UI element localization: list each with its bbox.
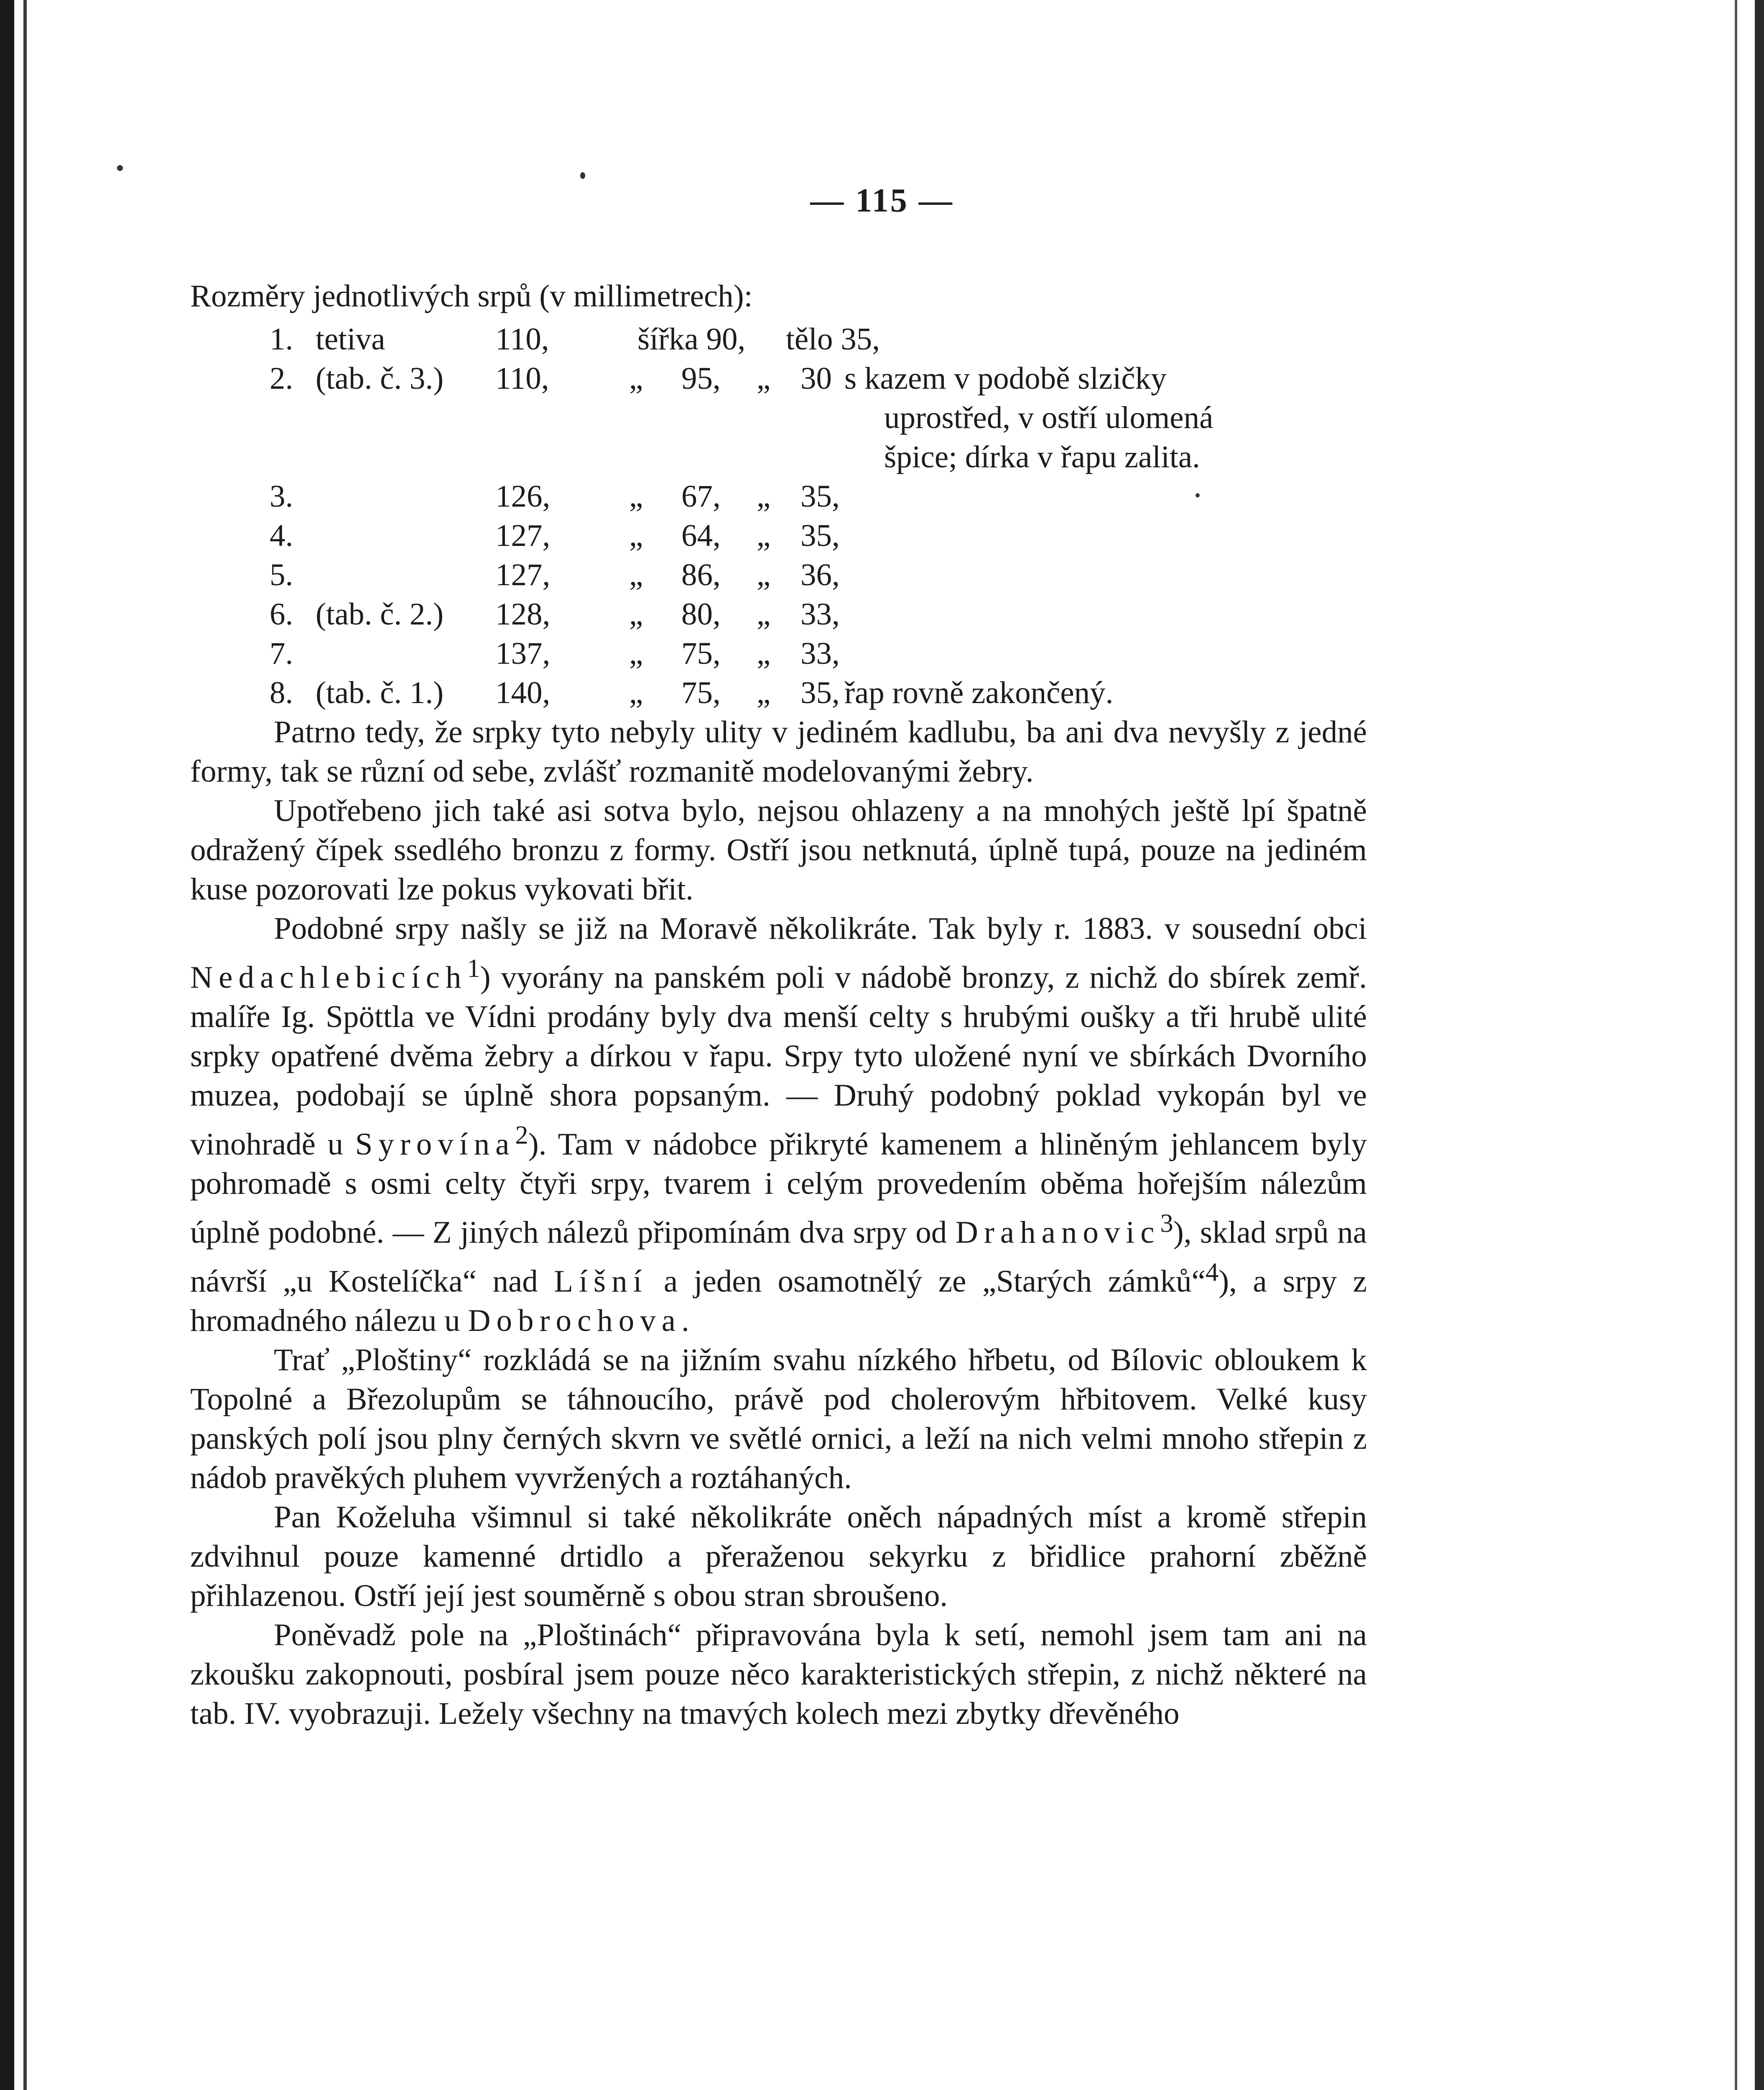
footnote-ref: 3 (1160, 1208, 1173, 1238)
footnote-ref: 2 (515, 1120, 528, 1150)
scan-speck (117, 165, 123, 171)
place-name: Syrovína (355, 1127, 515, 1162)
place-name: Dobrochova (468, 1303, 682, 1338)
place-name: Líšní (554, 1264, 648, 1299)
scan-speck (580, 172, 585, 179)
footnote-ref: 4 (1205, 1257, 1219, 1287)
paragraph: Trať „Ploštiny“ rozkládá se na jižním svahu nízkého hřbetu, od Bílovic obloukem k Topolné a Březolupům se táhnoucího, právě pod cholerovým hřbitovem. Velké kusy panských polí jsou plny černých skvrn ve světlé ornici, a leží na nich velmi mnoho střepin z nádob pravěkých pluhem vyvržených a roztáhaných. (190, 1343, 1367, 1495)
paragraph: Podobné srpy našly se již na Moravě několikráte. Tak byly r. 1883. v sousední obci Nedachlebicích$^1$) vyorány na panském poli v nádobě bronzy, z nichž do sbírek zemř. malíře Ig. Spöttla ve Vídni prodány byly dva menší celty s hrubými oušky a tři hrubě ulité srpky opatřené dvěma žebry a dírkou v řapu. Srpy tyto uložené nyní ve sbírkách Dvorního muzea, podobají se úplně shora popsaným. — Druhý podobný poklad vykopán byl ve vinohradě u Syrovína$^2$). Tam v nádobce přikryté kamenem a hliněným jehlancem byly pohromadě s osmi celty čtyři srpy, tvarem i celým provedením oběma hořejším nálezům úplně podobné. — Z jiných nálezů připomínám dva srpy od Drahanovic$^3$), sklad srpů na návrší „u Kostelíčka“ nad Líšní a jeden osamotnělý ze „Starých zámků“$^4$), a srpy z hromadného nálezu u Dobrochova. (190, 911, 1367, 1338)
scan-edge-line (23, 0, 27, 2090)
scan-edge-left (0, 0, 14, 2090)
place-name: Nedachlebicích (190, 960, 467, 995)
paragraph: Poněvadž pole na „Ploštinách“ připravována byla k setí, nemohl jsem tam ani na zkoušku zakopnouti, posbíral jsem pouze něco karakteristických střepin, z nichž některé na tab. IV. vyobrazuji. Ležely všechny na tmavých kolech mezi zbytky dřevěného (190, 1618, 1367, 1731)
place-name: Drahanovic (955, 1215, 1160, 1250)
scan-edge-right (1755, 0, 1764, 2090)
body-text (190, 713, 1367, 1733)
page-number: — 115 — (810, 182, 954, 219)
paragraph: Pan Koželuha všimnul si také několikráte oněch nápadných míst a kromě střepin zdvihnul pouze kamenné drtidlo a přeraženou sekyrku z břidlice prahorní zběžně přihlazenou. Ostří její jest souměrně s obou stran sbroušeno. (190, 1500, 1367, 1613)
scan-speck (1196, 493, 1200, 497)
footnote-ref: 1 (467, 953, 480, 983)
scan-edge-right-line (1735, 0, 1737, 2090)
paragraph: Patrno tedy, že srpky tyto nebyly ulity v jediném kadlubu, ba ani dva nevyšly z jedné formy, tak se různí od sebe, zvlášť rozmanitě modelovanými žebry. (190, 715, 1367, 789)
paragraph: Upotřebeno jich také asi sotva bylo, nejsou ohlazeny a na mnohých ještě lpí špatně odražený čípek ssedlého bronzu z formy. Ostří jsou netknutá, úplně tupá, pouze na jediném kuse pozorovati lze pokus vykovati břit. (190, 793, 1367, 907)
measurements-heading: Rozměry jednotlivých srpů (v millimetrech): (190, 279, 753, 314)
